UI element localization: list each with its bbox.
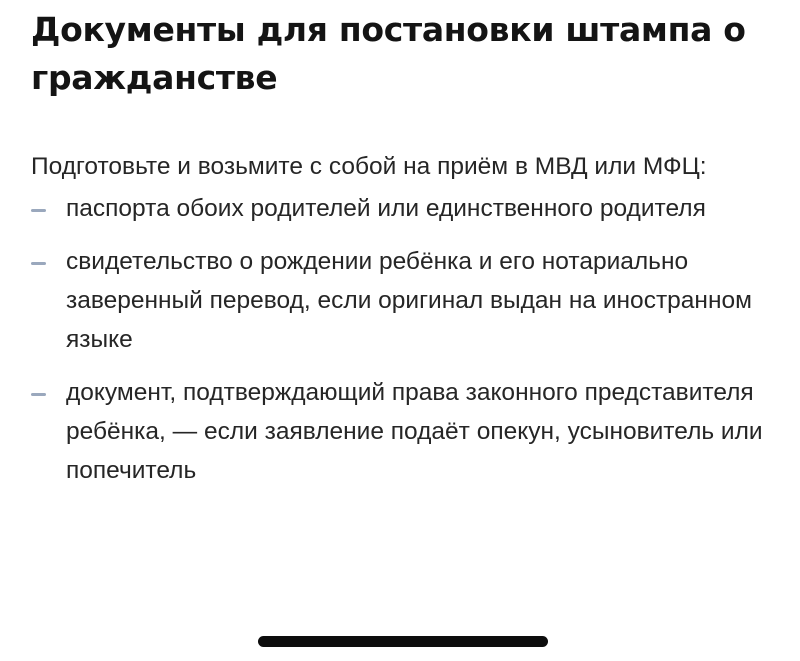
list-item (31, 189, 776, 228)
intro-text: Подготовьте и возьмите с собой на приём в МВД или МФЦ: (31, 153, 707, 180)
dash-bullet-icon (31, 262, 46, 265)
dash-bullet-icon (31, 393, 46, 396)
list-item-text: свидетельство о рождении ребёнка и его нотариально заверенный перевод, если оригинал выдан на иностранном языке (66, 248, 752, 353)
page-title: Документы для постановки штампа о гражданстве (31, 10, 746, 97)
list-item (31, 242, 776, 359)
home-indicator[interactable] (258, 636, 548, 647)
dash-bullet-icon (31, 209, 46, 212)
document-content (31, 0, 776, 504)
list-item-text: паспорта обоих родителей или единственного родителя (66, 195, 706, 222)
list-item (31, 373, 776, 490)
documents-list (31, 189, 776, 490)
list-item-text: документ, подтверждающий права законного представителя ребёнка, — если заявление подаёт опекун, усыновитель или попечитель (66, 379, 763, 484)
